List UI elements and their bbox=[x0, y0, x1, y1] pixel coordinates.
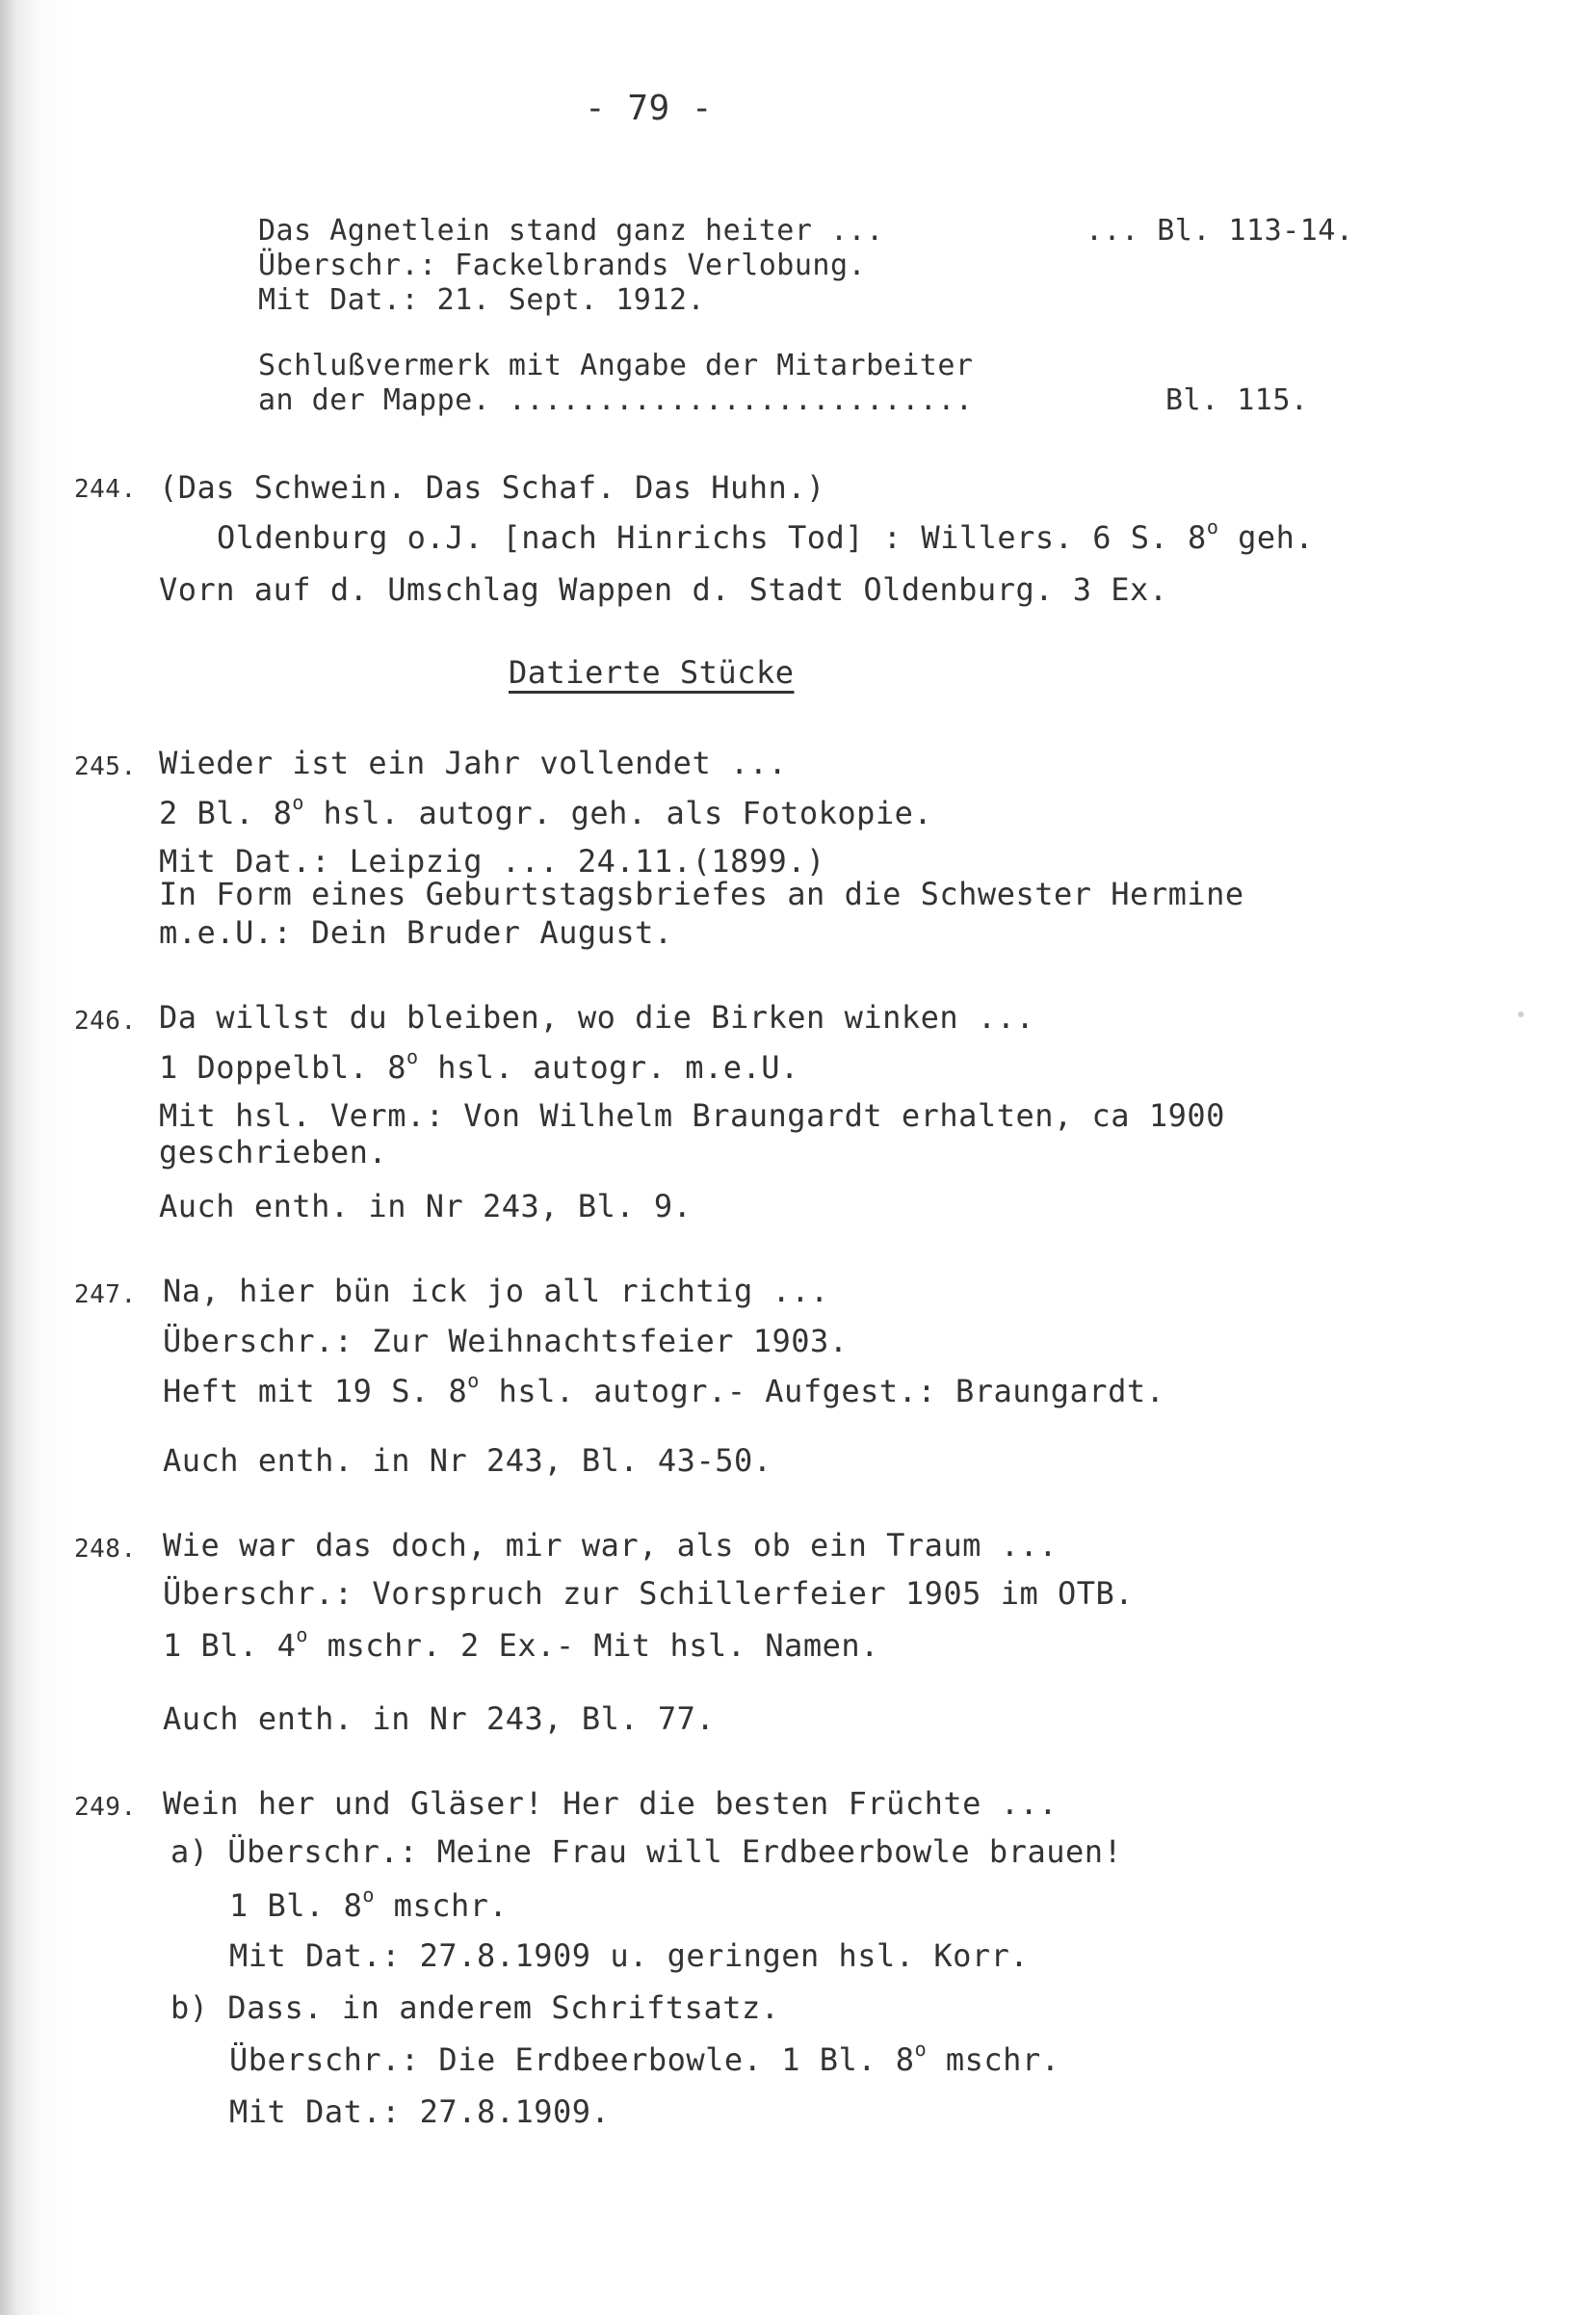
entry-number-247: 247. bbox=[74, 1280, 137, 1309]
entry-249-a-line-1: a) Überschr.: Meine Frau will Erdbeerbowle brauen! bbox=[170, 1833, 1123, 1870]
entry-245-line-3: Mit Dat.: Leipzig ... 24.11.(1899.) bbox=[159, 843, 825, 880]
entry-247-line-4: Auch enth. in Nr 243, Bl. 43-50. bbox=[163, 1442, 772, 1479]
entry-number-246: 246. bbox=[74, 1007, 137, 1036]
entry-number-248: 248. bbox=[74, 1535, 137, 1564]
paper-speck bbox=[1518, 1012, 1524, 1017]
continuation-line-5: an der Mappe. .......................... bbox=[258, 383, 974, 417]
entry-245-line-4: In Form eines Geburtstagsbriefes an die Schwester Hermine bbox=[159, 876, 1244, 912]
continuation-line-2: Überschr.: Fackelbrands Verlobung. bbox=[258, 249, 867, 282]
entry-number-244: 244. bbox=[74, 475, 137, 504]
entry-249-a-line-3: Mit Dat.: 27.8.1909 u. geringen hsl. Korr. bbox=[229, 1937, 1030, 1974]
continuation-line-1-ref: ... Bl. 113-14. bbox=[1086, 214, 1354, 248]
continuation-line-4: Schlußvermerk mit Angabe der Mitarbeiter bbox=[258, 349, 974, 382]
entry-246-title: Da willst du bleiben, wo die Birken winken ... bbox=[159, 999, 1035, 1036]
entry-248-line-4: Auch enth. in Nr 243, Bl. 77. bbox=[163, 1700, 716, 1737]
continuation-line-3: Mit Dat.: 21. Sept. 1912. bbox=[258, 283, 706, 317]
entry-247-line-3: Heft mit 19 S. 8$^o$ hsl. autogr.- Aufgest.: Braungardt. bbox=[163, 1369, 1165, 1409]
entry-249-title: Wein her und Gläser! Her die besten Früchte ... bbox=[163, 1785, 1058, 1822]
entry-244-title: (Das Schwein. Das Schaf. Das Huhn.) bbox=[159, 469, 825, 506]
entry-246-line-3: Mit hsl. Verm.: Von Wilhelm Braungardt erhalten, ca 1900 bbox=[159, 1097, 1225, 1134]
entry-244-line-2: Oldenburg o.J. [nach Hinrichs Tod] : Willers. 6 S. 8$^o$ geh. bbox=[217, 515, 1315, 556]
entry-249-a-line-2: 1 Bl. 8$^o$ mschr. bbox=[229, 1883, 509, 1924]
entry-249-b-line-3: Mit Dat.: 27.8.1909. bbox=[229, 2093, 611, 2130]
entry-248-title: Wie war das doch, mir war, als ob ein Traum ... bbox=[163, 1527, 1058, 1564]
entry-247-line-2: Überschr.: Zur Weihnachtsfeier 1903. bbox=[163, 1323, 849, 1359]
entry-246-line-5: Auch enth. in Nr 243, Bl. 9. bbox=[159, 1188, 693, 1224]
section-heading: Datierte Stücke bbox=[509, 654, 795, 691]
entry-249-b-line-2: Überschr.: Die Erdbeerbowle. 1 Bl. 8$^o$ mschr. bbox=[229, 2038, 1060, 2078]
page-number: - 79 - bbox=[585, 89, 714, 128]
entry-245-title: Wieder ist ein Jahr vollendet ... bbox=[159, 745, 788, 781]
entry-244-line-3: Vorn auf d. Umschlag Wappen d. Stadt Oldenburg. 3 Ex. bbox=[159, 571, 1168, 608]
entry-246-line-2: 1 Doppelbl. 8$^o$ hsl. autogr. m.e.U. bbox=[159, 1045, 799, 1086]
entry-246-line-4: geschrieben. bbox=[159, 1134, 388, 1171]
entry-number-245: 245. bbox=[74, 752, 137, 781]
entry-249-b-line-1: b) Dass. in anderem Schriftsatz. bbox=[170, 1989, 780, 2026]
entry-245-line-5: m.e.U.: Dein Bruder August. bbox=[159, 914, 673, 951]
entry-245-line-2: 2 Bl. 8$^o$ hsl. autogr. geh. als Fotokopie. bbox=[159, 791, 933, 831]
entry-247-title: Na, hier bün ick jo all richtig ... bbox=[163, 1273, 829, 1309]
continuation-line-1: Das Agnetlein stand ganz heiter ... bbox=[258, 214, 884, 248]
continuation-line-5-ref: Bl. 115. bbox=[1165, 383, 1309, 417]
entry-248-line-2: Überschr.: Vorspruch zur Schillerfeier 1905 im OTB. bbox=[163, 1575, 1135, 1612]
entry-number-249: 249. bbox=[74, 1793, 137, 1822]
entry-248-line-3: 1 Bl. 4$^o$ mschr. 2 Ex.- Mit hsl. Namen. bbox=[163, 1623, 879, 1664]
